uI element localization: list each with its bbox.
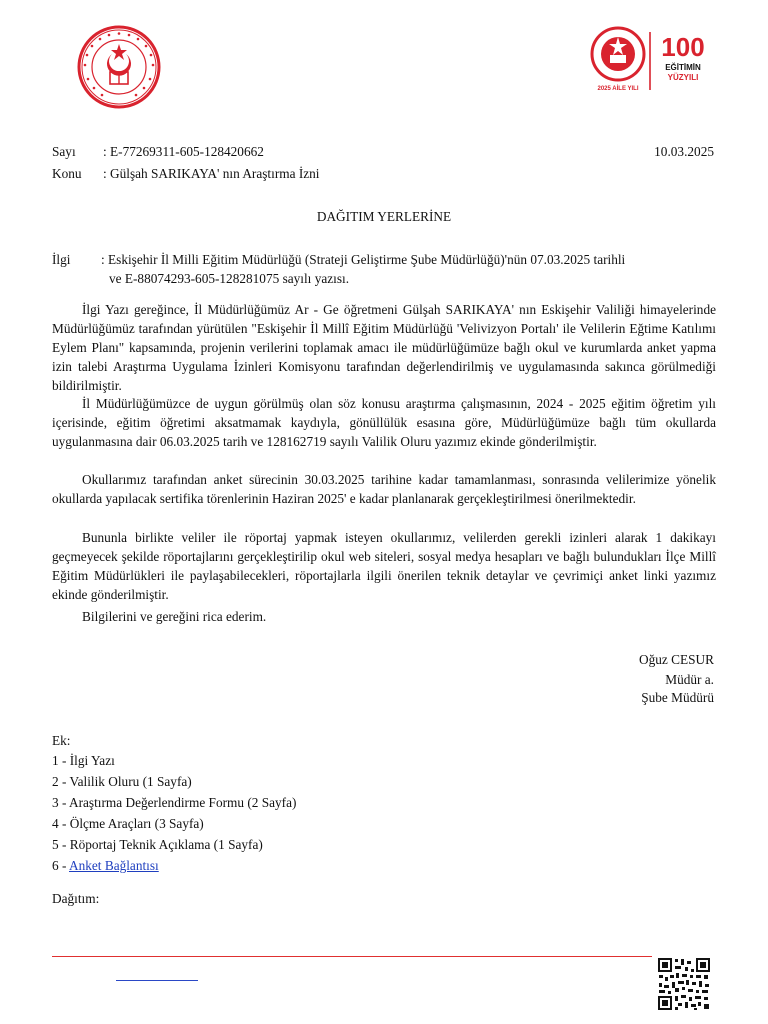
attachment-item-6 <box>52 856 159 875</box>
survey-link[interactable]: Anket Bağlantısı <box>69 858 159 873</box>
attachment-item: 5 - Röportaj Teknik Açıklama (1 Sayfa) <box>52 837 263 852</box>
page-title: DAĞITIM YERLERİNE <box>316 209 452 224</box>
footer-divider <box>52 956 652 957</box>
qr-code-icon <box>657 957 711 1011</box>
brand-line-2: YÜZYILI <box>667 73 699 82</box>
meb-seal-icon <box>76 24 162 110</box>
konu-label: Konu <box>52 166 82 181</box>
attachment-item: 1 - İlgi Yazı <box>52 753 115 768</box>
distribution-label: Dağıtım: <box>52 891 100 906</box>
konu-value: : Gülşah SARIKAYA' nın Araştırma İzni <box>103 166 320 181</box>
document-date: 10.03.2025 <box>654 144 714 159</box>
body-paragraph-5: Bilgilerini ve gereğini rica ederim. <box>82 609 267 624</box>
body-paragraph-2: İl Müdürlüğümüzce de uygun görülmüş olan söz konusu araştırma çalışmasının, 2024 - 2025 eğitim öğretim yılı içerisinde, eğitim öğretimi aksatmamak kaydıyla, gönüllülük esasına göre, Müdürlüğümüze bağlı tüm okullarda uygulanmasına dair 06.03.2025 tarih ve 128162719 sayılı Valilik Oluru yazımız ekinde gönderilmiştir. <box>52 396 716 449</box>
signatory-title-1: Müdür a. <box>665 672 714 687</box>
aile-yili-ring-text: 2025 AİLE YILI <box>597 86 639 92</box>
ilgi-reference <box>101 250 713 288</box>
aile-yili-logo-icon <box>586 24 716 96</box>
brand-number: 100 <box>661 32 705 62</box>
ilgi-line-2: ve E-88074293-605-128281075 sayılı yazısı. <box>109 271 350 286</box>
body-paragraph-1: İlgi Yazı gereğince, İl Müdürlüğümüz Ar - Ge öğretmeni Gülşah SARIKAYA' nın Eskişehir Valiliği himayelerinde Müdürlüğümüz tarafından yürütülen "Eskişehir İl Millî Eğitim Müdürlüğü 'Velivizyon Portalı' ile Velilerin Eğtime Katılımı Eylem Planı" kapsamında, projenin verilerini toplamak amacı ile müdürlüğümüze bağlı okul ve kurumlarda anket yapma izin talebi Araştırma Uygulama İzinleri Komisyonu tarafından değerlendirilmiş ve uygulamasında sakınca görülmediği bildirilmiştir. <box>52 302 716 393</box>
body-paragraph-3: Okullarımız tarafından anket sürecinin 30.03.2025 tarihine kadar tamamlanması, sonrasında velilerimize yönelik okullarda yapılacak sertifika törenlerinin Haziran 2025' e kadar planlanarak gerçekleştirilmesi önerilmektedir. <box>52 472 716 506</box>
attachment-item-6-prefix: 6 - <box>52 858 69 873</box>
ilgi-line-1: : Eskişehir İl Milli Eğitim Müdürlüğü (Strateji Geliştirme Şube Müdürlüğü)'nün 07.03.2025 tarihli <box>101 252 626 267</box>
attachments-title: Ek: <box>52 733 71 748</box>
signatory-name: Oğuz CESUR <box>639 652 714 667</box>
attachment-item: 3 - Araştırma Değerlendirme Formu (2 Sayfa) <box>52 795 297 810</box>
ilgi-label: İlgi <box>52 252 71 267</box>
brand-line-1: EĞİTİMİN <box>665 63 701 72</box>
footer-link[interactable] <box>116 980 198 981</box>
body-paragraph-4: Bununla birlikte veliler ile röportaj yapmak isteyen okullarımız, velilerden gerekli izinleri alarak 1 dakikayı geçmeyecek şekilde röportajlarını gerçekleştirilip okul web siteleri, sosyal medya hesapları ve bağlı bulundukları İlçe Millî Eğitim Müdürlükleri ile paylaşabilecekleri, röportajlarla ilgili önerilen teknik detaylar ve çevrimiçi anket linki yazımız ekinde gönderilmiştir. <box>52 530 716 602</box>
sayi-label: Sayı <box>52 144 76 159</box>
signatory-title-2: Şube Müdürü <box>641 690 714 705</box>
attachment-item: 4 - Ölçme Araçları (3 Sayfa) <box>52 816 204 831</box>
sayi-value: : E-77269311-605-128420662 <box>103 144 264 159</box>
attachment-item: 2 - Valilik Oluru (1 Sayfa) <box>52 774 192 789</box>
